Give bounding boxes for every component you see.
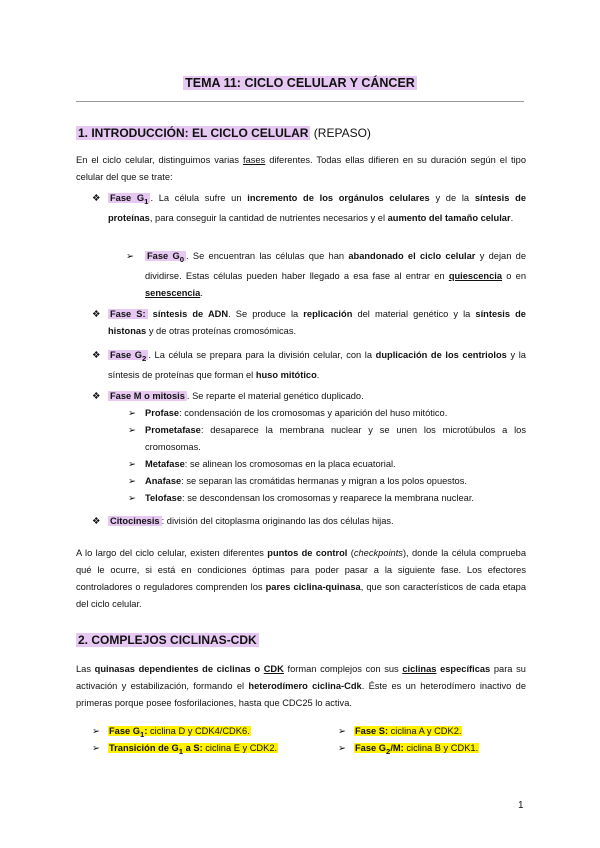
section1-heading-suffix: (REPASO): [313, 126, 371, 140]
phase-profase: Profase: condensación de los cromosomas y aparición del huso mitótico.: [145, 408, 448, 418]
m-label: Fase M o mitosis: [110, 391, 185, 401]
section1-intro: [76, 152, 526, 186]
phase-anafase: Anafase: se separan las cromátidas hermanas y migran a los polos opuestos.: [145, 476, 467, 486]
phase-prometafase: Prometafase: desaparece la membrana nuclear y se unen los microtúbulos a los cromosomas.: [145, 425, 526, 452]
arrow-bullet-icon: ➢: [128, 493, 136, 504]
bullet-s: Fase S: síntesis de ADN. Se produce la replicación del material genético y la síntesis de histonas y de otras proteínas cromosómicas.: [108, 309, 526, 336]
section2-heading: [76, 633, 259, 647]
diamond-bullet-icon: ❖: [92, 391, 101, 402]
arrow-bullet-icon: ➢: [338, 743, 346, 754]
intro-fases: fases: [242, 155, 266, 165]
section1-heading-text: 1. INTRODUCCIÓN: EL CICLO CELULAR: [78, 126, 309, 140]
complex-s: [354, 723, 534, 740]
bullet-g0: Fase $G_0$ . Se encuentran las células que han abandonado el ciclo celular y dejan de dividirse. Estas células pueden haber llegado a esa fase al entrar en quiescencia o en senescencia.: [145, 251, 526, 298]
complex-g2-m-text: Fase $G_2/M$: ciclina B y CDK1.: [355, 743, 479, 756]
phase-metafase: Metafase: se alinean los cromosomas en la placa ecuatorial.: [145, 459, 396, 469]
page-title: [0, 76, 600, 90]
intro-text-b: diferentes. Todas ellas difieren en su duración según el tipo celular del que se trate:: [76, 155, 526, 182]
g0-label: Fase $G_0$: [147, 251, 185, 264]
arrow-bullet-icon: ➢: [92, 726, 100, 737]
citocinesis-label: Citocinesis: [110, 516, 160, 526]
arrow-bullet-icon: ➢: [92, 743, 100, 754]
complex-g1-s-text: Transición de $G_1$ a S: ciclina E y CDK2.: [109, 743, 278, 756]
title-text: TEMA 11: CICLO CELULAR Y CÁNCER: [185, 76, 415, 90]
arrow-bullet-icon: ➢: [128, 408, 136, 419]
bullet-m: Fase M o mitosis . Se reparte el material genético duplicado.: [110, 391, 364, 401]
complex-g1-text: Fase $G_1$: ciclina D y CDK4/CDK6.: [109, 726, 250, 739]
diamond-bullet-icon: ❖: [92, 309, 101, 320]
page-number: 1: [518, 800, 524, 811]
arrow-bullet-icon: ➢: [128, 425, 136, 436]
complex-g1-s: [108, 740, 328, 760]
bullet-g1: Fase $G_1$ . La célula sufre un incremento de los orgánulos celulares y de la síntesis de proteínas, para conseguir la cantidad de nutrientes necesarios y el aumento del tamaño celular.: [108, 193, 526, 223]
section2-paragraph: Las quinasas dependientes de ciclinas o CDK forman complejos con sus ciclinas específicas para su activación y estabilización, formando el heterodímero ciclina-Cdk. Éste es un heterodímero inactivo de primeras porque posee fosforilaciones, hasta que CDC25 lo activa.: [76, 664, 526, 708]
section1-closing: A lo largo del ciclo celular, existen diferentes puntos de control (checkpoints), donde la célula comprueba qué le ocurre, si está en condiciones óptimas para poder pasar a la siguiente fase. Los efectores controladores o reguladores comprenden los pares ciclina-quinasa, que son característicos de cada etapa del ciclo celular.: [76, 548, 527, 609]
g1-label: Fase $G_1$: [110, 193, 149, 206]
arrow-bullet-icon: ➢: [338, 726, 346, 737]
bullet-citocinesis: Citocinesis : división del citoplasma originando las dos células hijas.: [110, 516, 394, 526]
diamond-bullet-icon: ❖: [92, 516, 101, 527]
phase-telofase: Telofase: se descondensan los cromosomas y reaparece la membrana nuclear.: [145, 493, 475, 503]
intro-text-a: En el ciclo celular, distinguimos varias: [76, 155, 239, 165]
diamond-bullet-icon: ❖: [92, 193, 101, 204]
complex-s-text: Fase S: ciclina A y CDK2.: [355, 726, 462, 736]
arrow-bullet-icon: ➢: [128, 459, 136, 470]
complex-g2-m: [354, 740, 534, 760]
arrow-bullet-icon: ➢: [126, 251, 134, 262]
diamond-bullet-icon: ❖: [92, 350, 101, 361]
section1-heading: [76, 126, 371, 140]
g2-label: Fase $G_2$: [110, 350, 147, 363]
s-label: Fase S:: [110, 309, 146, 319]
section2-heading-text: 2. COMPLEJOS CICLINAS-CDK: [78, 633, 257, 647]
arrow-bullet-icon: ➢: [128, 476, 136, 487]
title-divider: [76, 101, 524, 102]
bullet-g2: Fase $G_2$ . La célula se prepara para la división celular, con la duplicación de los centriolos y la síntesis de proteínas que forman el huso mitótico.: [108, 350, 526, 380]
